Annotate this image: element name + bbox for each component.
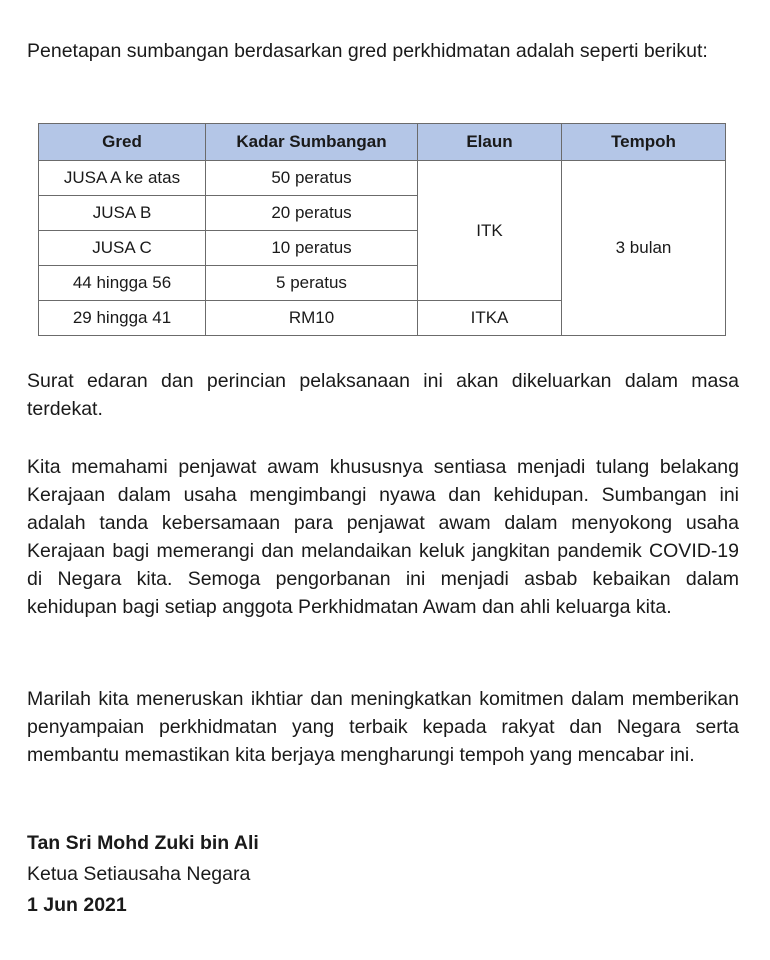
cell-kadar: RM10 <box>206 301 418 336</box>
table-header-row <box>39 124 726 161</box>
closing-paragraph: Marilah kita meneruskan ikhtiar dan meningkatkan komitmen dalam memberikan penyampaian perkhidmatan yang terbaik kepada rakyat dan Negara serta membantu memastikan kita berjaya mengharungi tempoh yang mencabar ini. <box>27 688 739 766</box>
cell-gred: 44 hingga 56 <box>39 266 206 301</box>
cell-kadar: 5 peratus <box>206 266 418 301</box>
cell-elaun-itka: ITKA <box>418 301 562 336</box>
document-date: 1 Jun 2021 <box>27 894 127 916</box>
cell-gred: JUSA C <box>39 231 206 266</box>
cell-kadar: 50 peratus <box>206 161 418 196</box>
cell-kadar: 10 peratus <box>206 231 418 266</box>
cell-gred: JUSA A ke atas <box>39 161 206 196</box>
header-gred: Gred <box>39 124 206 161</box>
signatory-name: Tan Sri Mohd Zuki bin Ali <box>27 832 259 854</box>
understanding-paragraph: Kita memahami penjawat awam khususnya sentiasa menjadi tulang belakang Kerajaan dalam usaha mengimbangi nyawa dan kehidupan. Sumbangan ini adalah tanda kebersamaan para penjawat awam dalam menyokong usaha Kerajaan bagi memerangi dan melandaikan keluk jangkitan pandemik COVID-19 di Negara kita. Semoga pengorbanan ini menjadi asbab kebaikan dalam kehidupan bagi setiap anggota Perkhidmatan Awam dan ahli keluarga kita. <box>27 456 739 618</box>
intro-paragraph: Penetapan sumbangan berdasarkan gred perkhidmatan adalah seperti berikut: <box>27 40 708 62</box>
circular-paragraph: Surat edaran dan perincian pelaksanaan ini akan dikeluarkan dalam masa terdekat. <box>27 370 739 420</box>
cell-elaun-itk: ITK <box>418 161 562 301</box>
cell-gred: 29 hingga 41 <box>39 301 206 336</box>
table-row <box>39 161 726 196</box>
header-tempoh: Tempoh <box>562 124 726 161</box>
cell-gred: JUSA B <box>39 196 206 231</box>
contribution-table <box>38 123 726 336</box>
cell-tempoh: 3 bulan <box>562 161 726 336</box>
signatory-title: Ketua Setiausaha Negara <box>27 863 251 885</box>
header-elaun: Elaun <box>418 124 562 161</box>
cell-kadar: 20 peratus <box>206 196 418 231</box>
header-kadar-sumbangan: Kadar Sumbangan <box>206 124 418 161</box>
